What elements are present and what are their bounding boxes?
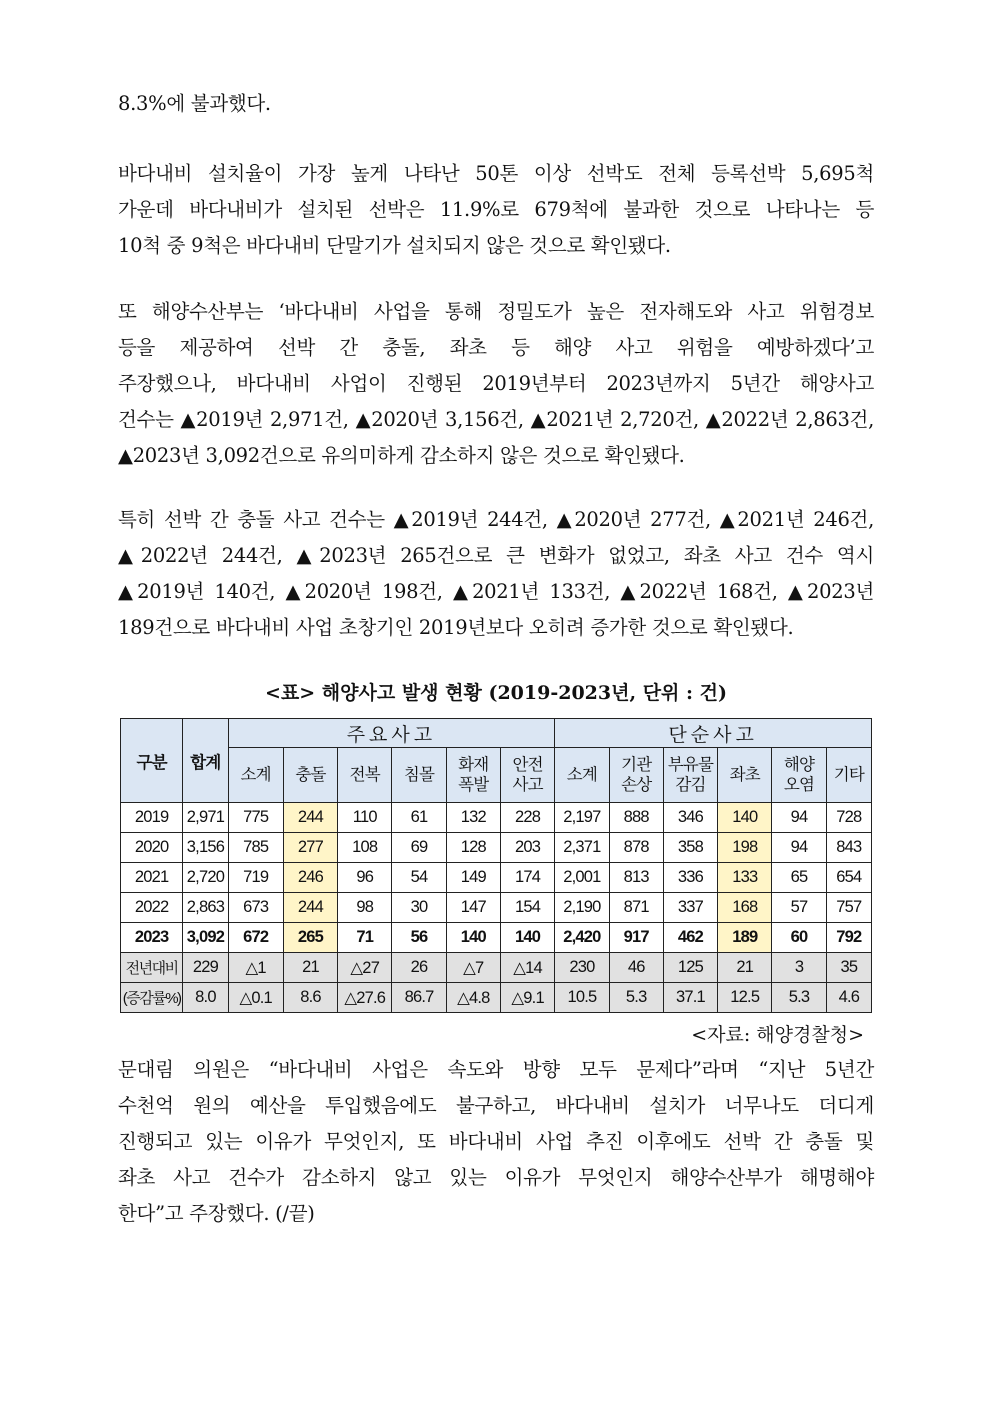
subheader-text: 기관 — [621, 756, 652, 774]
table-cell: 46 — [609, 953, 663, 983]
table-cell: △1 — [228, 953, 283, 983]
subheader-cell — [338, 748, 392, 803]
subheader-cell — [283, 748, 337, 803]
subheader-text: 기타 — [833, 766, 864, 784]
table-cell: 462 — [663, 923, 717, 953]
table-cell: 244 — [283, 803, 337, 833]
text-line: 주장했으나, 바다내비 사업이 진행된 2019년부터 2023년까지 5년간 해양사고 — [118, 372, 874, 395]
table-cell: 94 — [772, 803, 826, 833]
table-cell: 4.6 — [826, 983, 871, 1013]
subheader-text: 부유물 — [667, 756, 714, 774]
subheader-cell — [555, 748, 609, 803]
table-cell: 358 — [663, 833, 717, 863]
table-row — [121, 863, 872, 893]
table-cell: 198 — [718, 833, 772, 863]
table-cell: 246 — [283, 863, 337, 893]
text-line: ▲2022년 244건, ▲2023년 265건으로 큰 변화가 없었고, 좌초 사고 건수 역시 — [118, 544, 874, 567]
table-cell: 2,971 — [183, 803, 228, 833]
text-line: 가운데 바다내비가 설치된 선박은 11.9%로 679척에 불과한 것으로 나타나는 등 — [118, 198, 874, 221]
table-row — [121, 923, 872, 953]
table-cell: 133 — [718, 863, 772, 893]
table-cell: △7 — [446, 953, 500, 983]
subheader-cell — [392, 748, 446, 803]
table-cell: 2,001 — [555, 863, 609, 893]
source-note: <자료: 해양경찰청> — [691, 1024, 864, 1046]
table-cell: 673 — [228, 893, 283, 923]
row-label: 2022 — [121, 893, 183, 923]
subheader-cell — [826, 748, 871, 803]
text-line: 특히 선박 간 충돌 사고 건수는 ▲2019년 244건, ▲2020년 277건, ▲2021년 246건, — [118, 508, 874, 531]
row-label: 전년대비 — [121, 953, 183, 983]
header-major-accidents: 주요사고 — [228, 719, 555, 748]
table-cell: 86.7 — [392, 983, 446, 1013]
table-cell: 8.6 — [283, 983, 337, 1013]
subheader-text: 해양 — [783, 756, 815, 774]
table-cell: 719 — [228, 863, 283, 893]
table-cell: 147 — [446, 893, 500, 923]
table-cell: 37.1 — [663, 983, 717, 1013]
table-cell: 792 — [826, 923, 871, 953]
table-cell: 35 — [826, 953, 871, 983]
table-cell: 174 — [500, 863, 554, 893]
table-cell: 654 — [826, 863, 871, 893]
text-line: 진행되고 있는 이유가 무엇인지, 또 바다내비 사업 추진 이후에도 선박 간 충돌 및 — [118, 1130, 874, 1153]
table-cell: 888 — [609, 803, 663, 833]
table-cell: 2,190 — [555, 893, 609, 923]
table-cell: 108 — [338, 833, 392, 863]
subheader-text: 오염 — [783, 776, 815, 794]
table-cell: 8.0 — [183, 983, 228, 1013]
table-cell: △14 — [500, 953, 554, 983]
subheader-cell — [609, 748, 663, 803]
subheader-text: 좌초 — [729, 766, 760, 784]
table-cell: 2,720 — [183, 863, 228, 893]
subheader-cell — [500, 748, 554, 803]
table-cell: 96 — [338, 863, 392, 893]
table-cell: 336 — [663, 863, 717, 893]
table-cell: 813 — [609, 863, 663, 893]
table-row — [121, 983, 872, 1013]
subheader-text: 전복 — [349, 766, 380, 784]
table-cell: 125 — [663, 953, 717, 983]
table-row — [121, 893, 872, 923]
table-cell: 71 — [338, 923, 392, 953]
text-line: 10척 중 9척은 바다내비 단말기가 설치되지 않은 것으로 확인됐다. — [118, 234, 671, 257]
row-label: 2021 — [121, 863, 183, 893]
table-title: <표> 해양사고 발생 현황 (2019-2023년, 단위 : 건) — [264, 682, 727, 704]
table-cell: 3,156 — [183, 833, 228, 863]
subheader-cell — [228, 748, 283, 803]
text-line: 건수는 ▲2019년 2,971건, ▲2020년 3,156건, ▲2021년 2,720건, ▲2022년 2,863건, — [118, 408, 874, 431]
table-cell: 12.5 — [718, 983, 772, 1013]
header-total: 합계 — [183, 719, 228, 803]
header-category: 구분 — [121, 719, 183, 803]
subheader-cell — [446, 748, 500, 803]
text-line: 수천억 원의 예산을 투입했음에도 불구하고, 바다내비 설치가 너무나도 더디게 — [118, 1094, 874, 1117]
table-cell: 10.5 — [555, 983, 609, 1013]
subheader-cell — [663, 748, 717, 803]
subheader-text: 침몰 — [403, 766, 435, 784]
table-cell: △27 — [338, 953, 392, 983]
text-line: 등을 제공하여 선박 간 충돌, 좌초 등 해양 사고 위험을 예방하겠다’고 — [118, 336, 874, 359]
text-line: 바다내비 설치율이 가장 높게 나타난 50톤 이상 선박도 전체 등록선박 5,695척 — [118, 162, 874, 185]
table-cell: 21 — [718, 953, 772, 983]
table-cell: 2,863 — [183, 893, 228, 923]
table-cell: 110 — [338, 803, 392, 833]
table-row — [121, 803, 872, 833]
table-cell: 26 — [392, 953, 446, 983]
table-cell: 871 — [609, 893, 663, 923]
subheader-text: 사고 — [512, 776, 543, 794]
paragraph-collision-grounding — [118, 502, 874, 646]
table-cell: 132 — [446, 803, 500, 833]
table-cell: 265 — [283, 923, 337, 953]
table-cell: 843 — [826, 833, 871, 863]
table-cell: 2,420 — [555, 923, 609, 953]
table-cell: 2,371 — [555, 833, 609, 863]
table-cell: 30 — [392, 893, 446, 923]
table-cell: 775 — [228, 803, 283, 833]
table-cell: △4.8 — [446, 983, 500, 1013]
paragraph-lawmaker-quote — [118, 1052, 874, 1232]
text-line: 문대림 의원은 “바다내비 사업은 속도와 방향 모두 문제다”라며 “지난 5년간 — [118, 1058, 874, 1081]
row-label: 2020 — [121, 833, 183, 863]
paragraph-install-rate — [118, 156, 874, 264]
table-cell: 5.3 — [609, 983, 663, 1013]
table-cell: 337 — [663, 893, 717, 923]
table-cell: 140 — [500, 923, 554, 953]
table-cell: 244 — [283, 893, 337, 923]
table-cell: 154 — [500, 893, 554, 923]
table-row — [121, 833, 872, 863]
table-cell: 61 — [392, 803, 446, 833]
table-cell: 98 — [338, 893, 392, 923]
row-label: (증감률%) — [121, 983, 183, 1013]
table-cell: 203 — [500, 833, 554, 863]
table-cell: 785 — [228, 833, 283, 863]
subheader-cell — [772, 748, 826, 803]
row-label: 2019 — [121, 803, 183, 833]
subheader-text: 감김 — [675, 776, 706, 794]
subheader-text: 소계 — [240, 766, 271, 784]
accident-stats-table — [120, 718, 872, 1013]
table-cell: △27.6 — [338, 983, 392, 1013]
text-line: ▲2023년 3,092건으로 유의미하게 감소하지 않은 것으로 확인됐다. — [118, 444, 685, 467]
table-cell: 140 — [446, 923, 500, 953]
table-cell: 2,197 — [555, 803, 609, 833]
subheader-text: 화재 — [458, 756, 489, 774]
text-line: 또 해양수산부는 ‘바다내비 사업을 통해 정밀도가 높은 전자해도와 사고 위험경보 — [118, 300, 874, 323]
table-cell: 65 — [772, 863, 826, 893]
table-cell: 54 — [392, 863, 446, 893]
paragraph-accident-total — [118, 294, 874, 474]
row-label: 2023 — [121, 923, 183, 953]
table-cell: 57 — [772, 893, 826, 923]
table-cell: 94 — [772, 833, 826, 863]
table-row — [121, 953, 872, 983]
table-cell: 229 — [183, 953, 228, 983]
table-cell: 21 — [283, 953, 337, 983]
subheader-text: 충돌 — [295, 766, 326, 784]
table-cell: 3,092 — [183, 923, 228, 953]
text-line: 8.3%에 불과했다. — [118, 92, 271, 115]
table-cell: 168 — [718, 893, 772, 923]
intro-paragraph — [118, 86, 874, 122]
subheader-text: 안전 — [512, 756, 543, 774]
table-cell: 757 — [826, 893, 871, 923]
subheader-text: 손상 — [621, 776, 652, 794]
table-cell: 346 — [663, 803, 717, 833]
table-cell: 140 — [718, 803, 772, 833]
table-cell: 69 — [392, 833, 446, 863]
subheader-text: 소계 — [566, 766, 598, 784]
subheader-text: 폭발 — [458, 776, 489, 794]
text-line: 189건으로 바다내비 사업 초창기인 2019년보다 오히려 증가한 것으로 확인됐다. — [118, 616, 794, 639]
table-cell: 917 — [609, 923, 663, 953]
table-cell: 60 — [772, 923, 826, 953]
table-cell: 56 — [392, 923, 446, 953]
table-cell: 878 — [609, 833, 663, 863]
table-cell: 230 — [555, 953, 609, 983]
text-line: 좌초 사고 건수가 감소하지 않고 있는 이유가 무엇인지 해양수산부가 해명해야 — [118, 1166, 874, 1189]
table-cell: 228 — [500, 803, 554, 833]
table-cell: 189 — [718, 923, 772, 953]
text-line: 한다”고 주장했다. (/끝) — [118, 1202, 315, 1225]
table-cell: 277 — [283, 833, 337, 863]
table-cell: 5.3 — [772, 983, 826, 1013]
table-cell: 3 — [772, 953, 826, 983]
header-simple-accidents: 단순사고 — [555, 719, 872, 748]
text-line: ▲2019년 140건, ▲2020년 198건, ▲2021년 133건, ▲2022년 168건, ▲2023년 — [118, 580, 874, 603]
table-cell: △9.1 — [500, 983, 554, 1013]
table-cell: 672 — [228, 923, 283, 953]
subheader-cell — [718, 748, 772, 803]
table-cell: 728 — [826, 803, 871, 833]
table-cell: 128 — [446, 833, 500, 863]
table-cell: 149 — [446, 863, 500, 893]
table-cell: △0.1 — [228, 983, 283, 1013]
